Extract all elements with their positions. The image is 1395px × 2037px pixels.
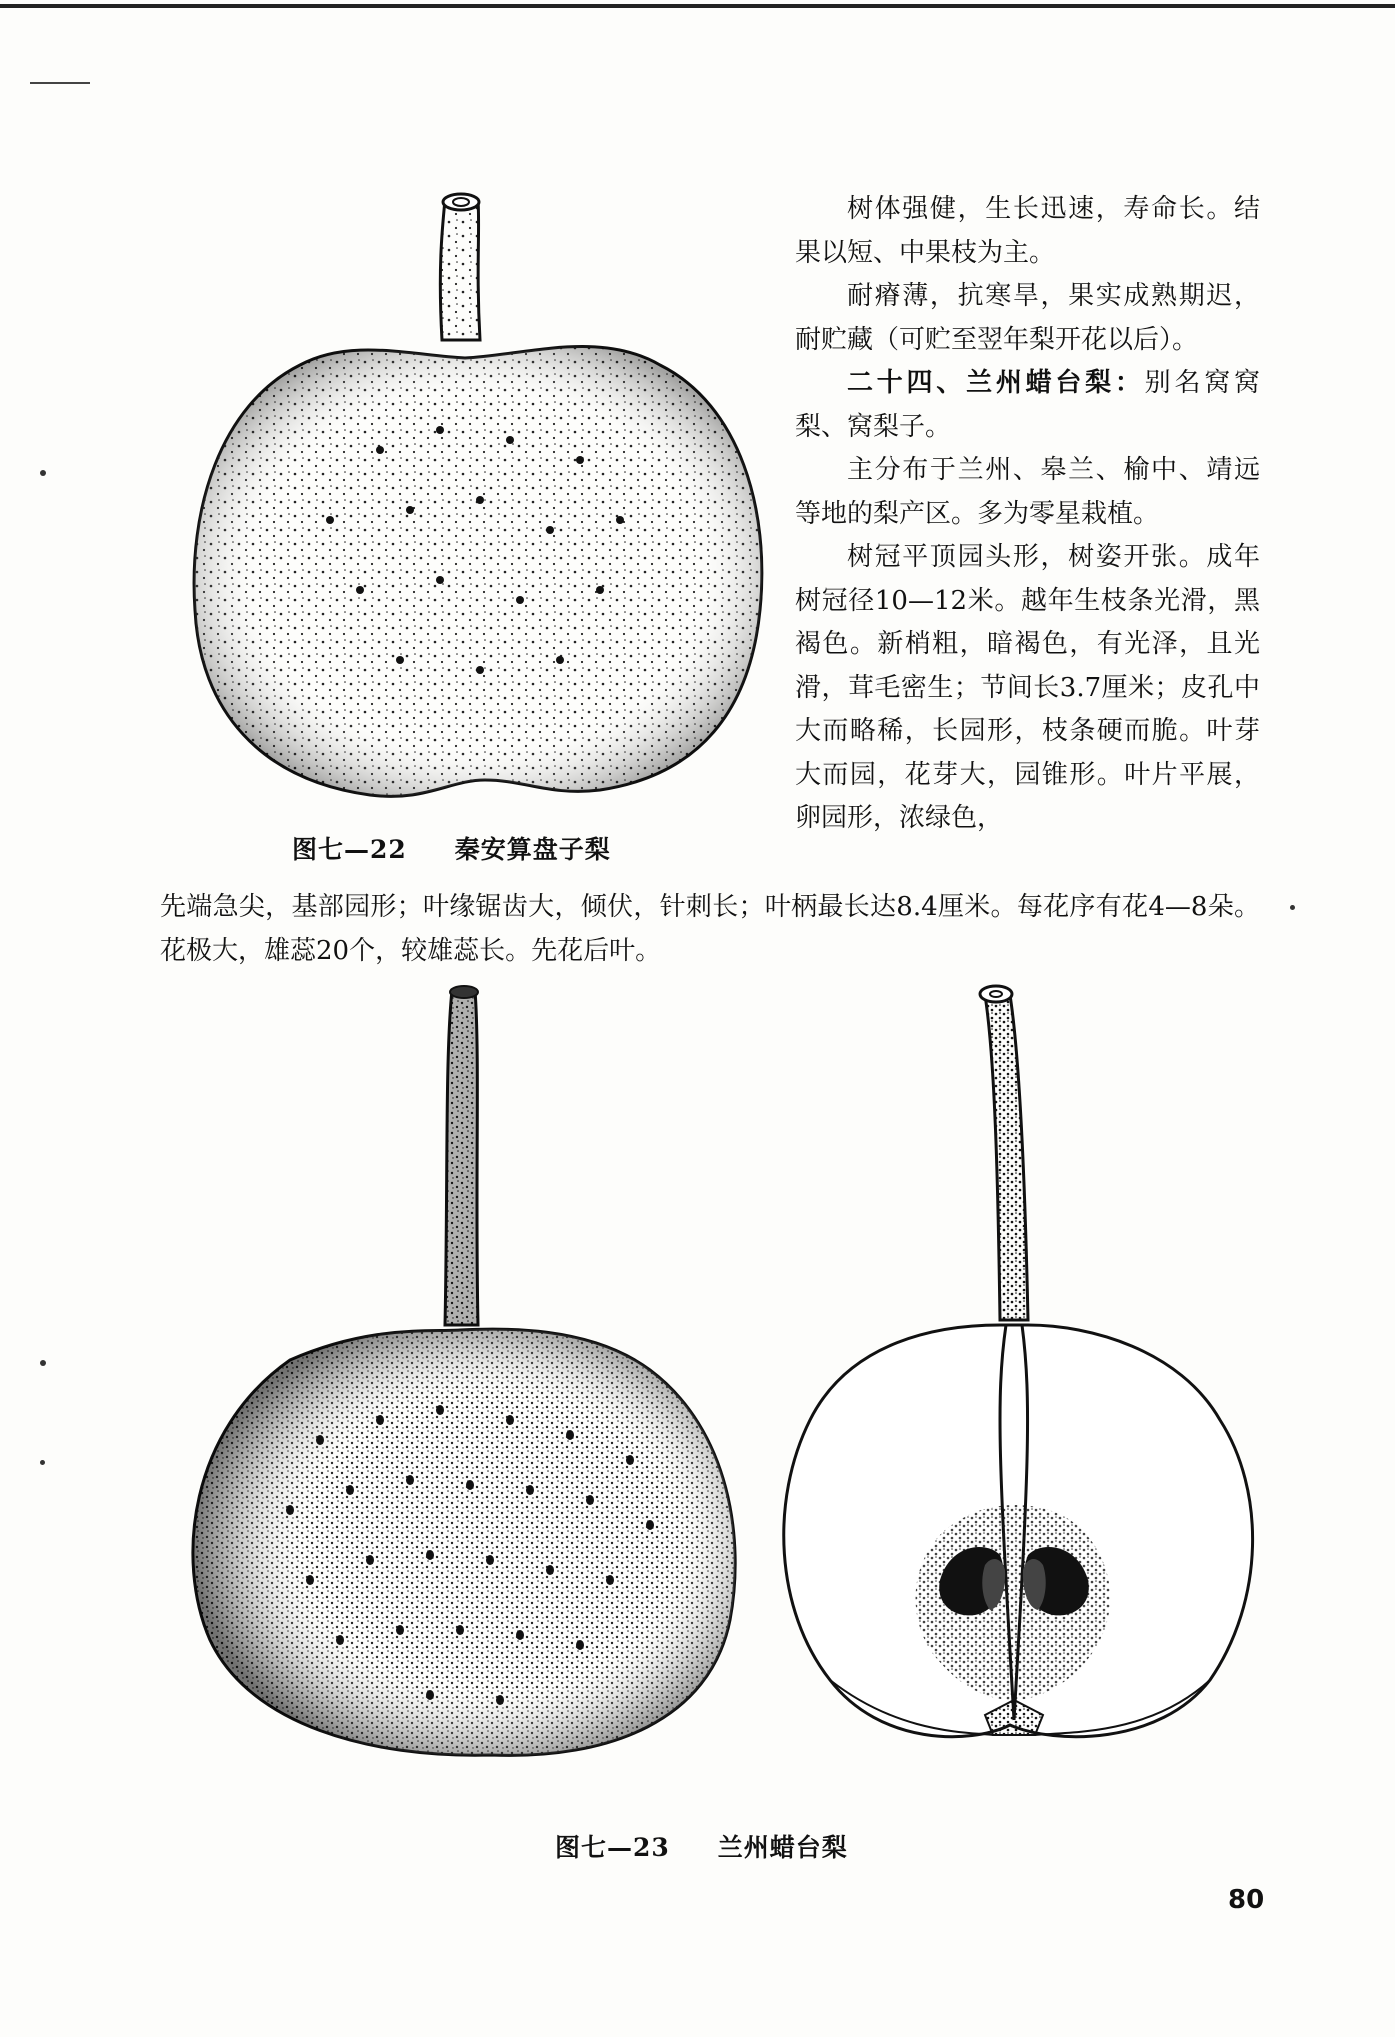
page-number: 80 (1228, 1885, 1265, 1915)
margin-mark (30, 82, 90, 84)
section-24-alias: 别名窝窝梨、窝梨子。 (795, 368, 1260, 442)
figure-23-number: 图七—23 (555, 1833, 670, 1862)
description-paragraph-start: 树冠平顶园头形，树姿开张。成年树冠径10—12米。越年生枝条光滑，黑褐色。新梢粗，暗褐色，有光泽，且光滑，茸毛密生；节间长3.7厘米；皮孔中大而略稀，长园形，枝条硬而脆。叶芽大而园，花芽大，园锥形。叶片平展，卵园形，浓绿色， (795, 542, 1260, 833)
growth-paragraph: 树体强健，生长迅速，寿命长。结果以短、中果枝为主。 (795, 194, 1260, 268)
scan-speck (40, 1460, 45, 1465)
scan-speck (40, 1360, 46, 1366)
figure-22-title: 秦安算盘子梨 (454, 835, 611, 864)
figure-23-caption (555, 1828, 848, 1864)
distribution-paragraph: 主分布于兰州、皋兰、榆中、靖远等地的梨产区。多为零星栽植。 (795, 455, 1260, 529)
figure-23-cross-section-illustration (770, 980, 1290, 1770)
right-text-column (795, 188, 1260, 841)
figure-22-number: 图七—22 (292, 835, 407, 864)
full-width-text (160, 886, 1260, 973)
scan-speck (1290, 905, 1295, 910)
scan-speck (40, 470, 46, 476)
figure-23-title: 兰州蜡台梨 (717, 1833, 848, 1862)
figure-22-pear-illustration (180, 190, 800, 820)
section-24-heading-paragraph (795, 362, 1260, 449)
figure-22-caption (292, 830, 611, 866)
section-24-heading: 二十四、兰州蜡台梨： (847, 368, 1145, 398)
description-paragraph-end: 先端急尖，基部园形；叶缘锯齿大，倾伏，针刺长；叶柄最长达8.4厘米。每花序有花4—8朵。花极大，雄蕊20个，较雄蕊长。先花后叶。 (160, 892, 1260, 966)
tolerance-paragraph: 耐瘠薄，抗寒旱，果实成熟期迟，耐贮藏（可贮至翌年梨开花以后）。 (795, 281, 1260, 355)
top-border-line (0, 4, 1395, 8)
figure-23-whole-pear-illustration (170, 980, 760, 1770)
